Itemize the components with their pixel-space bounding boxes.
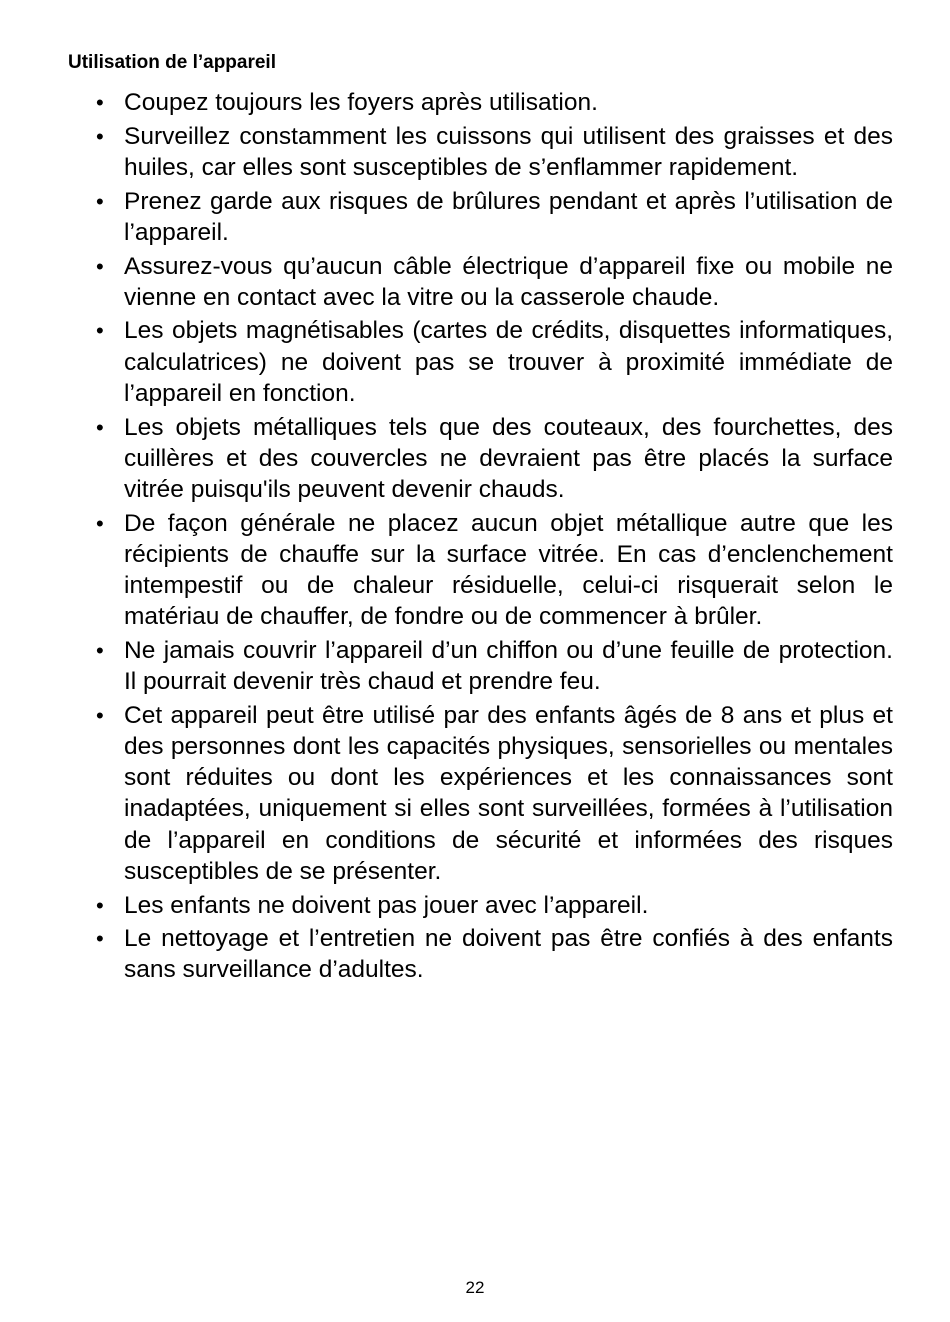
list-item — [0, 186, 893, 248]
list-item — [0, 700, 893, 887]
list-item-text: Assurez-vous qu’aucun câble électrique d’appareil fixe ou mobile ne vienne en contact avec la vitre ou la casserole chaude. — [124, 252, 893, 311]
list-item — [0, 635, 893, 697]
list-item — [0, 923, 893, 985]
list-item-text: Prenez garde aux risques de brûlures pendant et après l’utilisation de l’appareil. — [124, 187, 893, 246]
page-number: 22 — [465, 1278, 485, 1297]
section-title: Utilisation de l’appareil — [68, 52, 276, 73]
bullet-icon: • — [96, 188, 104, 214]
bullet-icon: • — [96, 637, 104, 663]
list-item — [0, 87, 893, 118]
list-item-text: Les objets magnétisables (cartes de crédits, disquettes informatiques, calculatrices) ne doivent pas se trouver à proximité immédiate de l’appareil en fonction. — [124, 317, 893, 407]
bullet-icon: • — [96, 253, 104, 279]
bullet-icon: • — [96, 702, 104, 728]
list-item-text: Surveillez constamment les cuissons qui utilisent des graisses et des huiles, car elles sont susceptibles de s’enflammer rapidement. — [124, 122, 893, 181]
bullet-icon: • — [96, 926, 104, 952]
list-item — [0, 315, 893, 409]
list-item-text: Cet appareil peut être utilisé par des enfants âgés de 8 ans et plus et des personnes dont les capacités physiques, sensorielles ou mentales sont réduites ou dont les expériences et les connaissances sont inadaptées, uniquement si elles sont surveillées, formées à l’utilisation de l’appareil en conditions de sécurité et informées des risques susceptibles de se présenter. — [124, 701, 893, 885]
list-item-text: Ne jamais couvrir l’appareil d’un chiffon ou d’une feuille de protection. Il pourrait devenir très chaud et prendre feu. — [124, 636, 893, 696]
list-item — [0, 412, 893, 506]
bullet-icon: • — [96, 892, 104, 918]
list-item — [0, 508, 893, 633]
safety-instructions-list — [0, 87, 950, 988]
bullet-icon: • — [96, 510, 104, 536]
bullet-icon: • — [96, 414, 104, 440]
list-item-text: Les enfants ne doivent pas jouer avec l’appareil. — [124, 891, 649, 919]
bullet-icon: • — [96, 318, 104, 344]
list-item — [0, 890, 893, 921]
list-item — [0, 251, 893, 313]
list-item-text: Le nettoyage et l’entretien ne doivent pas être confiés à des enfants sans surveillance d’adultes. — [124, 925, 893, 984]
bullet-icon: • — [96, 90, 104, 115]
bullet-icon: • — [96, 123, 104, 149]
list-item-text: Les objets métalliques tels que des couteaux, des fourchettes, des cuillères et des couvercles ne devraient pas être placés la surface vitrée puisqu'ils peuvent devenir chauds. — [124, 413, 893, 503]
list-item — [0, 121, 893, 183]
list-item-text: De façon générale ne placez aucun objet métallique autre que les récipients de chauffe sur la surface vitrée. En cas d’enclenchement intempestif ou de chaleur résiduelle, celui-ci risquerait selon le matériau de chauffer, de fondre ou de commencer à brûler. — [124, 509, 893, 631]
list-item-text: Coupez toujours les foyers après utilisation. — [124, 89, 598, 116]
